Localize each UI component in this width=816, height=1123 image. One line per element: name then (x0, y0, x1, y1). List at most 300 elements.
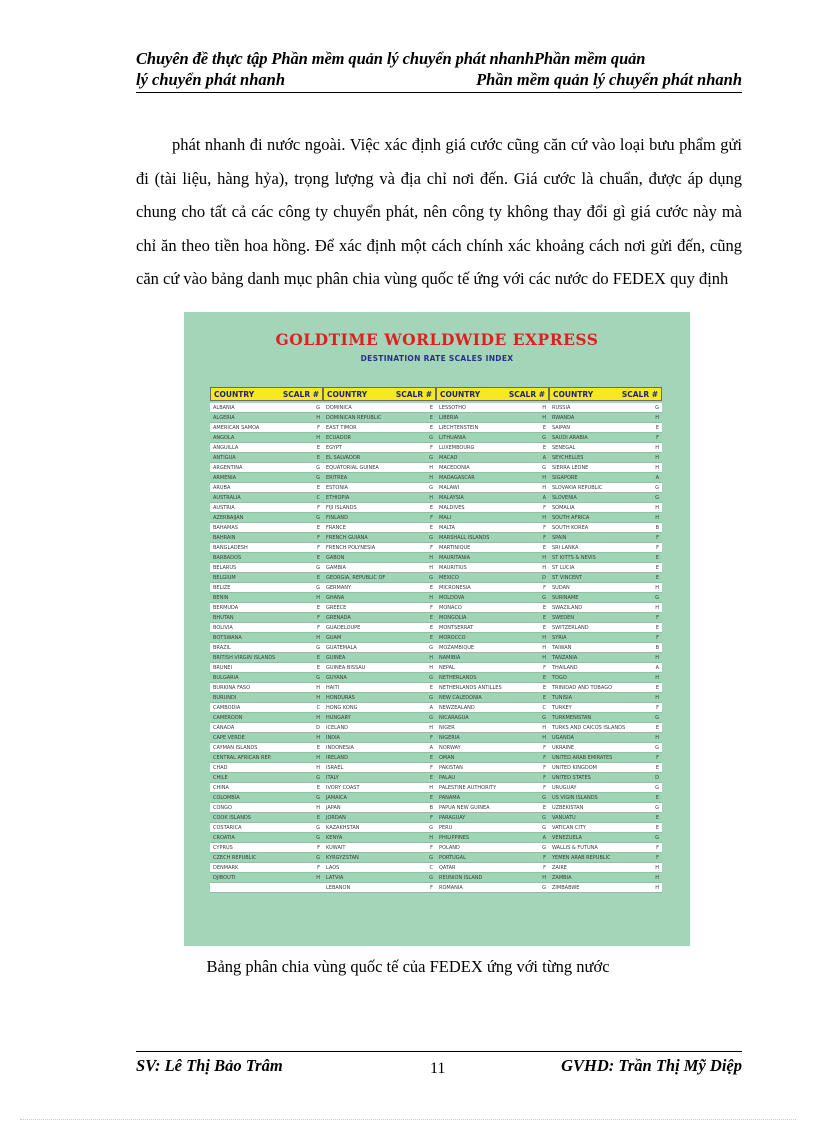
scale-code: H (655, 584, 659, 591)
scale-code: G (316, 824, 320, 831)
scale-code: F (656, 844, 659, 851)
scale-code: F (543, 664, 546, 671)
country-name: URUGUAY (552, 784, 577, 791)
country-name: COLOMBIA (213, 794, 240, 801)
country-name: BULGARIA (213, 674, 239, 681)
scale-code: H (542, 484, 546, 491)
table-row (323, 413, 436, 423)
scale-code: G (542, 844, 546, 851)
scale-code: E (429, 634, 433, 641)
country-name: LUXEMBOURG (439, 444, 475, 451)
table-row (323, 583, 436, 593)
scale-code: H (316, 634, 320, 641)
scale-code: D (542, 574, 546, 581)
scale-code: H (316, 684, 320, 691)
scale-code: E (429, 424, 433, 431)
scale-code: E (429, 684, 433, 691)
country-name: CROATIA (213, 834, 235, 841)
table-row (436, 453, 549, 463)
table-row (210, 503, 323, 513)
country-name: BENIN (213, 594, 229, 601)
table-row (323, 513, 436, 523)
scale-code: F (656, 754, 659, 761)
country-name: TURKMENISTAN (552, 714, 592, 721)
scale-code: E (316, 744, 320, 751)
scale-code: G (542, 714, 546, 721)
scale-code: G (655, 404, 659, 411)
country-name: UKRAINE (552, 744, 575, 751)
scale-code: E (429, 504, 433, 511)
scale-code: G (542, 594, 546, 601)
country-name: COOK ISLANDS (213, 814, 251, 821)
country-name: LEBANON (326, 884, 351, 891)
scale-code: E (429, 754, 433, 761)
scale-code: G (429, 434, 433, 441)
table-row (436, 583, 549, 593)
table-row (549, 553, 662, 563)
table-row (323, 863, 436, 873)
table-row (549, 673, 662, 683)
table-row (323, 493, 436, 503)
country-name: GEORGIA, REPUBLIC OF (326, 574, 386, 581)
country-name: MONACO (439, 604, 462, 611)
country-name: SOUTH AFRICA (552, 514, 590, 521)
country-name: SWITZERLAND (552, 624, 589, 631)
table-row (436, 753, 549, 763)
country-name: BAHAMAS (213, 524, 238, 531)
table-row (549, 713, 662, 723)
table-row (323, 703, 436, 713)
country-name: AUSTRALIA (213, 494, 241, 501)
table-row (323, 823, 436, 833)
table-row (436, 473, 549, 483)
scale-code: H (655, 884, 659, 891)
scale-code: G (655, 784, 659, 791)
table-row (210, 413, 323, 423)
scale-code: H (542, 634, 546, 641)
table-row (436, 643, 549, 653)
table-row (210, 603, 323, 613)
table-row (549, 493, 662, 503)
table-row (323, 663, 436, 673)
country-name: SLOVENIA (552, 494, 577, 501)
country-name: ALBANIA (213, 404, 235, 411)
scale-code: H (316, 414, 320, 421)
country-name: ANTIGUA (213, 454, 236, 461)
rate-table (210, 387, 662, 893)
scale-code: A (429, 744, 433, 751)
scale-code: E (316, 814, 320, 821)
header-line-2-right: Phần mềm quản lý chuyển phát nhanh (476, 70, 742, 89)
country-name: FRANCE (326, 524, 346, 531)
table-row (549, 453, 662, 463)
country-name: NICARAGUA (439, 714, 469, 721)
table-row (210, 783, 323, 793)
table-row (210, 773, 323, 783)
scale-code: E (655, 424, 659, 431)
table-row (436, 443, 549, 453)
country-name: SIERRA LEONE (552, 464, 589, 471)
country-name: CHILE (213, 774, 228, 781)
table-row (323, 743, 436, 753)
country-name: SAUDI ARABIA (552, 434, 588, 441)
country-name: KENYA (326, 834, 343, 841)
scale-code: E (316, 554, 320, 561)
scale-code: H (542, 554, 546, 561)
scale-code: C (429, 864, 433, 871)
table-row (436, 863, 549, 873)
table-row (549, 703, 662, 713)
scale-code: F (656, 614, 659, 621)
table-row (436, 853, 549, 863)
country-name: PALESTINE AUTHORITY (439, 784, 497, 791)
scale-code: G (429, 824, 433, 831)
table-row (436, 843, 549, 853)
scale-code: H (655, 674, 659, 681)
table-row (549, 423, 662, 433)
table-row (210, 763, 323, 773)
country-name: BERMUDA (213, 604, 239, 611)
country-name: PANAMA (439, 794, 461, 801)
country-name: RWANDA (552, 414, 575, 421)
scale-code: F (317, 544, 320, 551)
country-name: LIBERIA (439, 414, 459, 421)
table-row (323, 713, 436, 723)
country-name: CONGO (213, 804, 232, 811)
scale-code: H (542, 404, 546, 411)
scale-code: G (316, 474, 320, 481)
country-name: MONTSERRAT (439, 624, 474, 631)
country-name: SWEDEN (552, 614, 575, 621)
scale-code: H (316, 714, 320, 721)
page-number: 11 (430, 1060, 446, 1077)
country-name: PARAGUAY (439, 814, 466, 821)
table-row (436, 663, 549, 673)
country-name: CENTRAL AFRICAN REP. (213, 754, 272, 761)
footer-advisor: GVHD: Trần Thị Mỹ Diệp (561, 1056, 742, 1075)
table-row (323, 673, 436, 683)
country-name: BRUNEI (213, 664, 232, 671)
country-name: TANZANIA (552, 654, 578, 661)
scale-code: E (316, 784, 320, 791)
country-name: SOMALIA (552, 504, 575, 511)
table-row (323, 733, 436, 743)
scale-code: H (542, 874, 546, 881)
scale-code: A (542, 454, 546, 461)
scale-code: H (429, 464, 433, 471)
scale-code: E (429, 404, 433, 411)
scale-code: H (655, 864, 659, 871)
table-row (436, 883, 549, 893)
country-name: BHUTAN (213, 614, 234, 621)
country-name: BRITISH VIRGIN ISLANDS (213, 654, 276, 661)
country-name: BURUNDI (213, 694, 237, 701)
scale-code: F (317, 624, 320, 631)
scale-code: H (655, 654, 659, 661)
country-name: BOTSWANA (213, 634, 242, 641)
country-name: ESTONIA (326, 484, 348, 491)
country-name: ERITREA (326, 474, 348, 481)
table-row (210, 653, 323, 663)
country-name: ANGUILLA (213, 444, 239, 451)
table-row (436, 703, 549, 713)
country-name: UGANDA (552, 734, 574, 741)
country-name: BOLIVIA (213, 624, 233, 631)
scale-code: E (316, 524, 320, 531)
scale-code: E (655, 814, 659, 821)
scale-code: G (542, 814, 546, 821)
scale-code: H (655, 414, 659, 421)
country-name: JAPAN (326, 804, 341, 811)
scale-code: H (542, 414, 546, 421)
rate-column (323, 401, 436, 893)
country-name: KYRGYZSTAN (326, 854, 359, 861)
country-name: QATAR (439, 864, 456, 871)
scale-code: G (542, 824, 546, 831)
scale-code: G (429, 674, 433, 681)
country-name: ICELAND (326, 724, 349, 731)
table-row (210, 743, 323, 753)
table-row (210, 663, 323, 673)
scale-code: E (655, 794, 659, 801)
country-name: SENEGAL (552, 444, 576, 451)
country-name: GUYANA (326, 674, 347, 681)
scale-code: E (542, 804, 546, 811)
scale-code: D (655, 774, 659, 781)
table-row (323, 843, 436, 853)
table-row (549, 563, 662, 573)
scale-code: H (316, 874, 320, 881)
scale-code: E (542, 674, 546, 681)
header-country: COUNTRY (214, 389, 255, 399)
rate-column (549, 401, 662, 893)
table-row (210, 493, 323, 503)
table-row (323, 783, 436, 793)
table-row (210, 543, 323, 553)
footer-student: SV: Lê Thị Bảo Trâm (136, 1056, 283, 1075)
scale-code: F (656, 634, 659, 641)
country-name: GAMBIA (326, 564, 346, 571)
country-name: ARUBA (213, 484, 231, 491)
table-row (210, 533, 323, 543)
scale-code: G (429, 484, 433, 491)
table-row (549, 783, 662, 793)
scale-code: H (429, 724, 433, 731)
country-name: MALAYSIA (439, 494, 464, 501)
scale-code: F (656, 544, 659, 551)
header-scale: SCALR # (508, 389, 545, 399)
country-name: MICRONESIA (439, 584, 471, 591)
scale-code: H (655, 454, 659, 461)
table-row (436, 713, 549, 723)
scale-code: E (316, 574, 320, 581)
scale-code: E (316, 484, 320, 491)
country-name: COSTARICA (213, 824, 242, 831)
scale-code: H (655, 444, 659, 451)
scale-code: H (542, 724, 546, 731)
table-row (436, 543, 549, 553)
scale-code: A (655, 474, 659, 481)
table-row (323, 693, 436, 703)
country-name: NIGERIA (439, 734, 460, 741)
table-row (323, 643, 436, 653)
table-row (549, 723, 662, 733)
figure-title: GOLDTIME WORLDWIDE EXPRESS (275, 330, 599, 349)
country-name: ITALY (326, 774, 339, 781)
scale-code: F (317, 504, 320, 511)
country-name: OMAN (439, 754, 455, 761)
column-header (210, 387, 323, 401)
table-row (549, 813, 662, 823)
table-row (436, 743, 549, 753)
scale-code: G (655, 714, 659, 721)
scale-code: F (656, 704, 659, 711)
scale-code: H (655, 874, 659, 881)
country-name: GUINEA (326, 654, 346, 661)
country-name: PORTUGAL (439, 854, 466, 861)
scale-code: H (316, 754, 320, 761)
country-name: ZIMBABWE (552, 884, 580, 891)
page-boundary-dots (20, 1119, 796, 1120)
table-row (323, 883, 436, 893)
table-row (323, 873, 436, 883)
table-row (436, 783, 549, 793)
table-row (323, 463, 436, 473)
country-name: MOROCCO (439, 634, 466, 641)
scale-code: G (655, 484, 659, 491)
country-name: MOLDOVA (439, 594, 465, 601)
rate-column (436, 401, 549, 893)
table-row (549, 483, 662, 493)
table-row (210, 513, 323, 523)
table-row (549, 543, 662, 553)
country-name: SURINAME (552, 594, 579, 601)
table-row (210, 803, 323, 813)
scale-code: E (542, 604, 546, 611)
country-name: EL SALVADOR (326, 454, 361, 461)
scale-code: B (655, 524, 659, 531)
scale-code: F (430, 544, 433, 551)
scale-code: G (655, 834, 659, 841)
scale-code: F (430, 884, 433, 891)
country-name: ST LUCIA (552, 564, 575, 571)
scale-code: H (542, 734, 546, 741)
table-row (210, 673, 323, 683)
scale-code: H (542, 514, 546, 521)
scale-code: E (429, 584, 433, 591)
scale-code: E (655, 624, 659, 631)
figure-caption: Bảng phân chia vùng quốc tế của FEDEX ứng với từng nước (206, 957, 610, 976)
country-name: GUADELOUPE (326, 624, 361, 631)
country-name: BAHRAIN (213, 534, 236, 541)
table-row (323, 833, 436, 843)
table-row (549, 473, 662, 483)
country-name: RUSSIA (552, 404, 571, 411)
scale-code: H (655, 504, 659, 511)
table-row (436, 523, 549, 533)
table-row (436, 513, 549, 523)
country-name: THAILAND (552, 664, 578, 671)
country-name: MEXICO (439, 574, 459, 581)
country-name: EQUATORIAL GUINEA (326, 464, 379, 471)
scale-code: E (316, 444, 320, 451)
scale-code: F (317, 534, 320, 541)
table-row (549, 853, 662, 863)
table-row (549, 633, 662, 643)
table-row (210, 833, 323, 843)
table-row (549, 523, 662, 533)
country-name: ST KITTS & NEVIS (552, 554, 596, 561)
table-row (210, 583, 323, 593)
table-row (436, 533, 549, 543)
table-row (210, 623, 323, 633)
country-name: ZAIRE (552, 864, 567, 871)
scale-code: H (316, 804, 320, 811)
scale-code: B (429, 804, 433, 811)
table-row (323, 523, 436, 533)
table-row (436, 823, 549, 833)
scale-code: H (316, 594, 320, 601)
scale-code: F (656, 434, 659, 441)
scale-code: H (316, 434, 320, 441)
scale-code: G (429, 644, 433, 651)
table-row (323, 853, 436, 863)
table-row (549, 873, 662, 883)
country-name: LITHUANIA (439, 434, 466, 441)
table-row (210, 573, 323, 583)
table-row (436, 653, 549, 663)
scale-code: H (542, 654, 546, 661)
header-rule (136, 92, 742, 93)
scale-code: F (543, 764, 546, 771)
country-name: US VIGIN ISLANDS (552, 794, 598, 801)
scale-code: G (316, 564, 320, 571)
scale-code: G (316, 854, 320, 861)
country-name: JAMAICA (326, 794, 347, 801)
scale-code: G (316, 834, 320, 841)
scale-code: G (542, 434, 546, 441)
country-name: IVORY COAST (326, 784, 360, 791)
country-name: CHINA (213, 784, 229, 791)
table-row (549, 593, 662, 603)
paragraph-text: phát nhanh đi nước ngoài. Việc xác định giá cước cũng căn cứ vào loại bưu phẩm gửi đi (tài liệu, hàng hỷa), trọng lượng và địa chỉ nơi đến. Giá cước là chuẩn, được áp dụng chung cho tất cả các công ty chuyển phát, nên công ty không thay đổi gì giá cước này mà chỉ ăn theo tiền hoa hồng. Để xác định một cách chính xác khoảng cách nơi gửi đến, cũng căn cứ vào bảng danh mục phân chia vùng quốc tế ứng với các nước do FEDEX quy định (136, 135, 742, 288)
country-name: MONGOLIA (439, 614, 467, 621)
country-name: PALAU (439, 774, 456, 781)
country-name: DENMARK (213, 864, 239, 871)
country-name: NEW CALEDONIA (439, 694, 482, 701)
scale-code: H (655, 694, 659, 701)
table-row (436, 423, 549, 433)
country-name: FRENCH GUIANA (326, 534, 368, 541)
scale-code: F (656, 534, 659, 541)
country-name: ETHIOPIA (326, 494, 350, 501)
table-row (549, 603, 662, 613)
scale-code: E (655, 574, 659, 581)
scale-code: E (655, 824, 659, 831)
scale-code: H (429, 784, 433, 791)
country-name: TAIWAN (552, 644, 572, 651)
country-name: SEYCHELLES (552, 454, 584, 461)
table-row (210, 883, 323, 893)
country-name: EGYPT (326, 444, 342, 451)
scale-code: G (655, 804, 659, 811)
country-name: ISRAEL (326, 764, 344, 771)
country-name: NETHERLANDS ANTILLES (439, 684, 502, 691)
country-name: LESSOTHO (439, 404, 466, 411)
scale-code: G (542, 794, 546, 801)
scale-code: E (542, 694, 546, 701)
country-name: CAMBODIA (213, 704, 241, 711)
